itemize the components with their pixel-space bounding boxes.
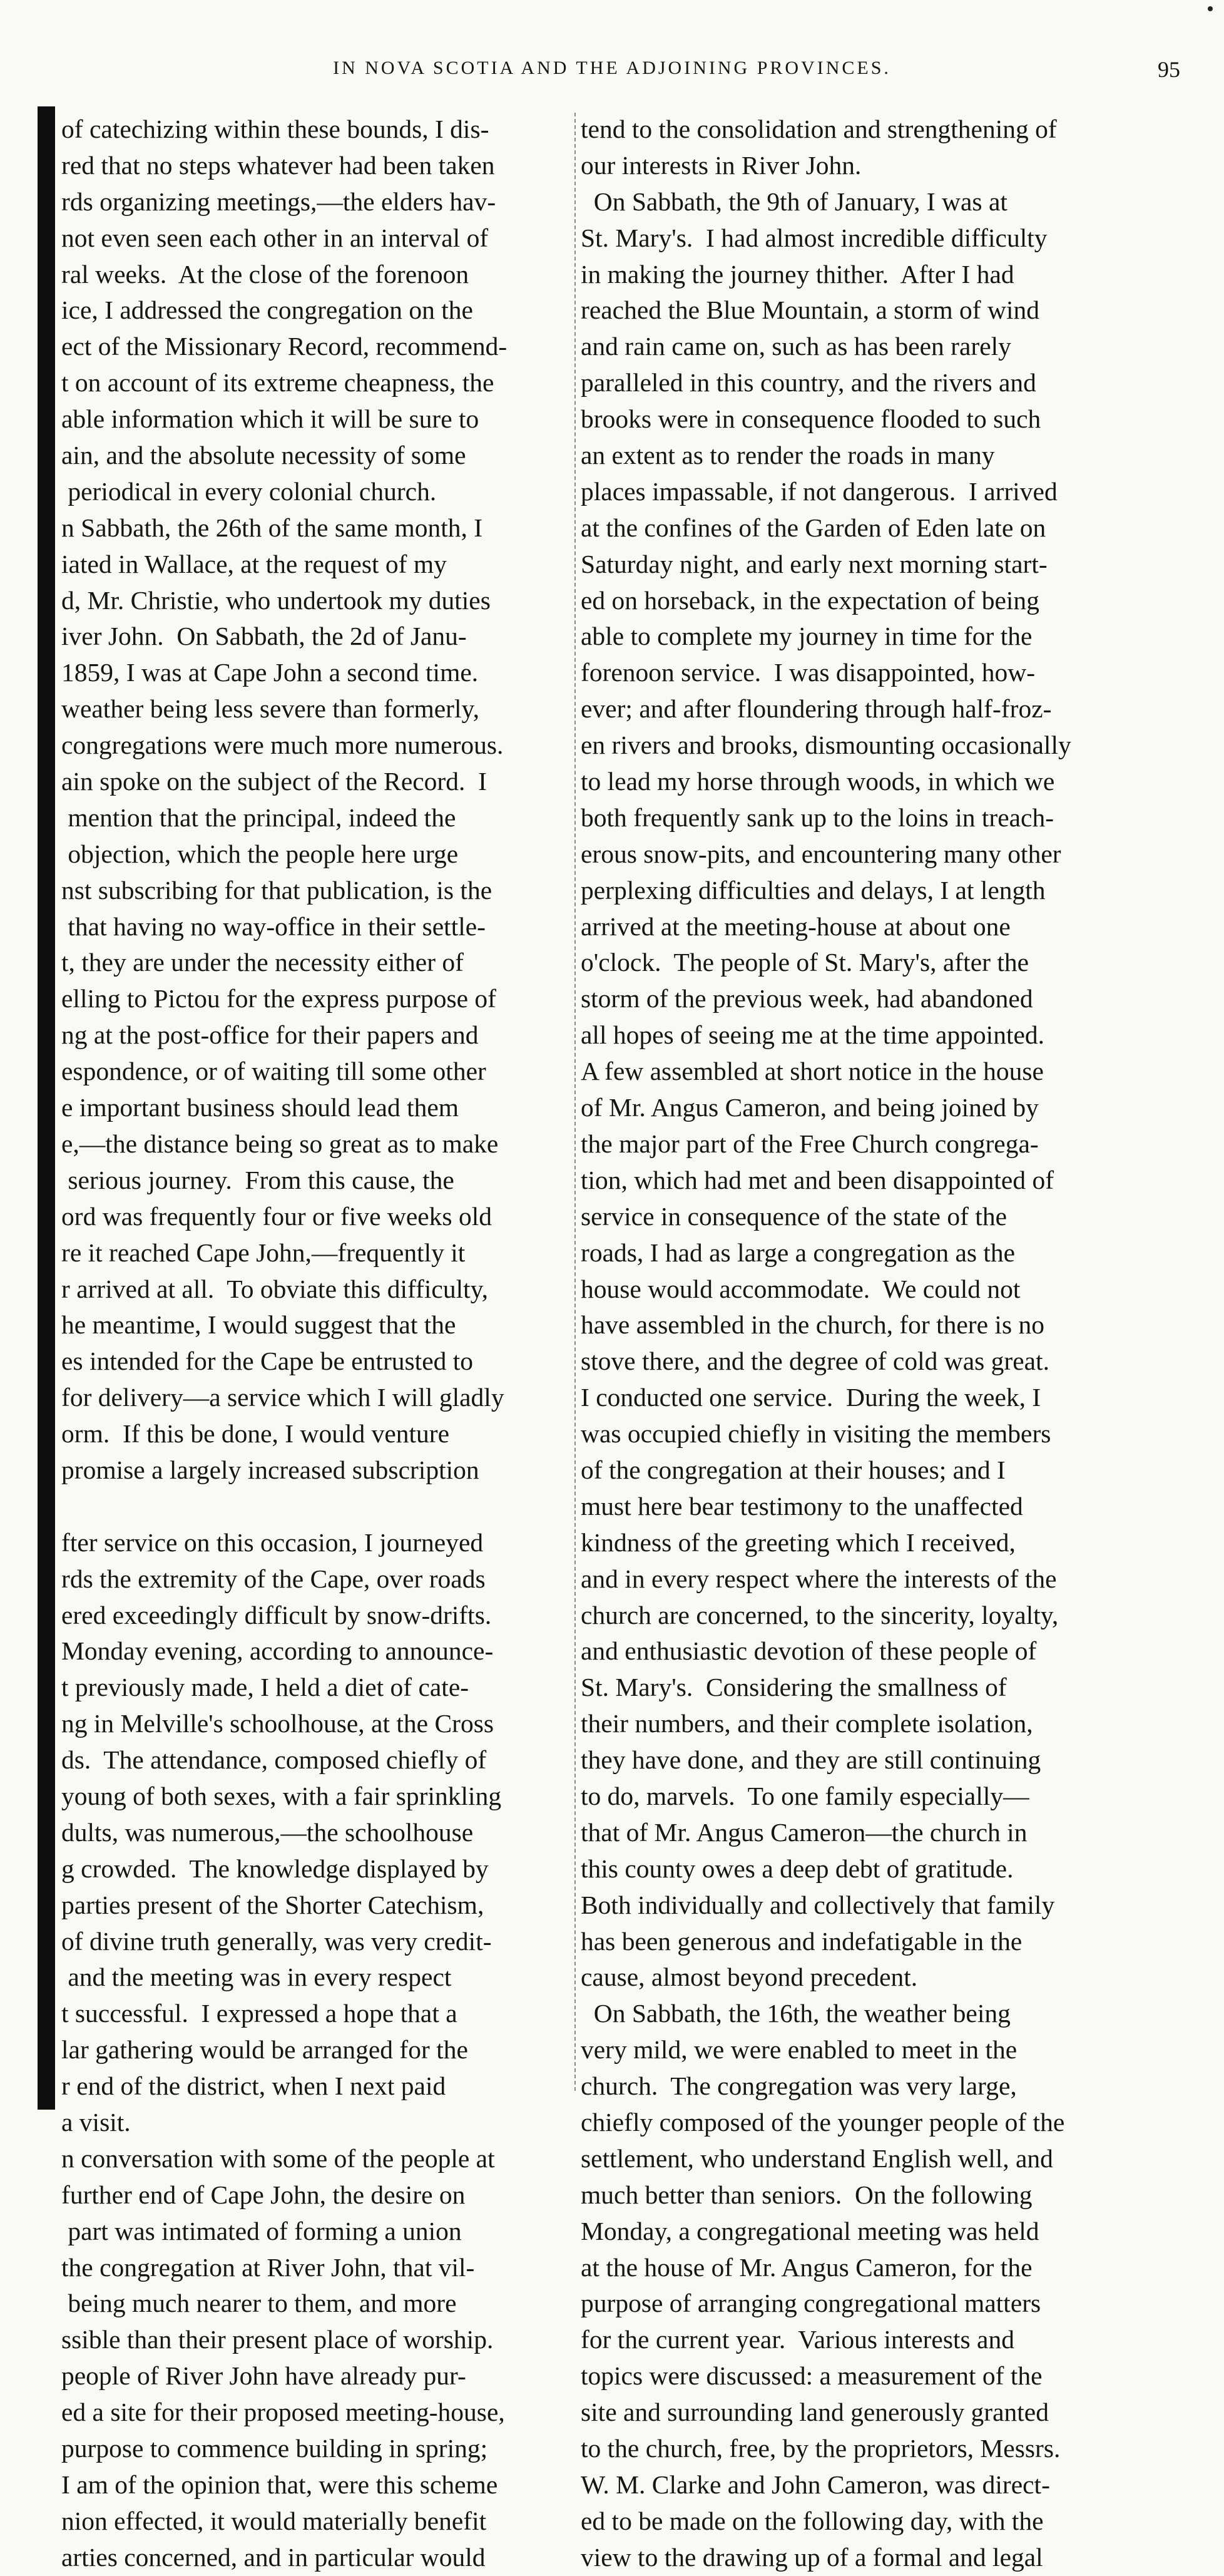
text-line: weather being less severe than formerly, [61,694,479,724]
text-line: cause, almost beyond precedent. [581,1963,918,1992]
text-line: ice, I addressed the congregation on the [61,295,473,325]
text-line: r arrived at all. To obviate this difficulty, [61,1274,489,1303]
text-line: young of both sexes, with a fair sprinkling [61,1781,502,1810]
text-line: n Sabbath, the 26th of the same month, I [61,513,483,542]
text-line: On Sabbath, the 9th of January, I was at [581,187,1007,216]
text-line: kindness of the greeting which I received, [581,1527,1016,1557]
text-line: of catechizing within these bounds, I dis- [61,115,489,143]
text-line: perplexing difficulties and delays, I at length [581,875,1046,905]
text-line: stove there, and the degree of cold was great. [581,1347,1049,1376]
ink-speck [1208,6,1213,11]
text-line: dults, was numerous,—the schoolhouse [61,1817,474,1847]
text-line: reached the Blue Mountain, a storm of wind [581,295,1039,325]
text-line: have assembled in the church, for there is no [581,1310,1044,1340]
text-line: ng in Melville's schoolhouse, at the Cross [61,1709,494,1738]
text-line: of Mr. Angus Cameron, and being joined by [581,1093,1039,1122]
text-line: and enthusiastic devotion of these people of [581,1636,1037,1666]
text-line: of the congregation at their houses; and I [581,1455,1006,1484]
text-line: at the confines of the Garden of Eden late on [581,513,1046,542]
text-line: t previously made, I held a diet of cate- [61,1673,469,1702]
text-line [61,1489,571,1525]
text-line: a visit. [61,2107,131,2137]
text-line: to the church, free, by the proprietors, Messrs. [581,2434,1061,2463]
running-head: IN NOVA SCOTIA AND THE ADJOINING PROVINCES. [333,58,891,78]
text-line: to lead my horse through woods, in which we [581,767,1055,796]
text-line: e,—the distance being so great as to make [61,1129,499,1158]
text-line: church are concerned, to the sincerity, loyalty, [581,1600,1059,1629]
text-line: en rivers and brooks, dismounting occasionally [581,731,1071,760]
text-line: storm of the previous week, had abandoned [581,984,1033,1013]
binding-gutter-shadow [38,106,55,2110]
text-line: not even seen each other in an interval of [61,223,489,252]
text-line: church. The congregation was very large, [581,2071,1017,2101]
text-line: ain, and the absolute necessity of some [61,441,466,470]
text-line: ds. The attendance, composed chiefly of [61,1745,487,1775]
text-line: settlement, who understand English well, and [581,2143,1053,2173]
text-line: elling to Pictou for the express purpose of [61,984,496,1013]
text-line: e important business should lead them [61,1093,459,1122]
text-line: places impassable, if not dangerous. I arrived [581,476,1058,506]
text-line: ssible than their present place of worship. [61,2325,494,2354]
text-line: house would accommodate. We could not [581,1274,1021,1303]
text-line: rds the extremity of the Cape, over roads [61,1564,486,1593]
text-line: that of Mr. Angus Cameron—the church in [581,1817,1028,1847]
text-line: must here bear testimony to the unaffected [581,1491,1023,1521]
text-line: purpose to commence building in spring; [61,2434,488,2463]
text-line: Monday, a congregational meeting was held [581,2216,1039,2245]
text-line: parties present of the Shorter Catechism, [61,1890,484,1919]
text-line: ect of the Missionary Record, recommend- [61,332,507,361]
text-line: was occupied chiefly in visiting the members [581,1419,1051,1449]
text-line: iated in Wallace, at the request of my [61,549,447,578]
text-line: ral weeks. At the close of the forenoon [61,259,469,289]
text-line: purpose of arranging congregational matters [581,2289,1041,2318]
text-line: t successful. I expressed a hope that a [61,1999,457,2028]
text-line: site and surrounding land generously granted [581,2398,1049,2427]
text-line: espondence, or of waiting till some other [61,1057,486,1086]
text-line: I conducted one service. During the week, I [581,1383,1041,1412]
text-line: t on account of its extreme cheapness, the [61,368,494,398]
text-line: ord was frequently four or five weeks old [61,1201,492,1231]
text-line: tend to the consolidation and strengthening of [581,115,1057,143]
text-line: ed a site for their proposed meeting-house, [61,2398,505,2427]
text-line: chiefly composed of the younger people of the [581,2107,1065,2137]
text-line: paralleled in this country, and the rivers and [581,368,1036,398]
text-line: tion, which had met and been disappointed of [581,1165,1054,1194]
text-line: arties concerned, and in particular would [61,2542,486,2572]
page-number: 95 [1158,57,1180,82]
text-line: service in consequence of the state of the [581,1201,1007,1231]
text-line: in making the journey thither. After I had [581,259,1014,289]
text-line: Monday evening, according to announce- [61,1636,494,1666]
text-line: mention that the principal, indeed the [61,803,456,832]
text-line: Saturday night, and early next morning start- [581,549,1048,578]
text-line: I am of the opinion that, were this scheme [61,2470,498,2499]
text-line: ed on horseback, in the expectation of being [581,585,1039,615]
text-line: brooks were in consequence flooded to such [581,404,1041,434]
text-line: fter service on this occasion, I journeyed [61,1527,484,1557]
text-line: g crowded. The knowledge displayed by [61,1854,489,1883]
text-line: their numbers, and their complete isolation, [581,1709,1033,1738]
text-line: congregations were much more numerous. [61,731,504,760]
text-line: serious journey. From this cause, the [61,1165,454,1194]
text-line: and the meeting was in every respect [61,1963,452,1992]
text-line: ng at the post-office for their papers and [61,1020,479,1050]
text-line: view to the drawing up of a formal and legal [581,2542,1043,2572]
text-line: ed to be made on the following day, with the [581,2506,1044,2535]
text-line: nion effected, it would materially benefit [61,2506,487,2535]
text-line: A few assembled at short notice in the house [581,1057,1044,1086]
text-line: to do, marvels. To one family especially— [581,1781,1029,1810]
text-line: n conversation with some of the people at [61,2143,495,2173]
column-divider [574,113,576,2091]
text-line: an extent as to render the roads in many [581,441,995,470]
text-line: our interests in River John. [581,150,862,180]
text-line: that having no way-office in their settle- [61,911,486,941]
text-line: and in every respect where the interests of the [581,1564,1057,1593]
text-line: he meantime, I would suggest that the [61,1310,456,1340]
text-line: r end of the district, when I next paid [61,2071,446,2101]
text-line: St. Mary's. I had almost incredible difficulty [581,223,1048,252]
text-line: this county owes a deep debt of gratitude. [581,1854,1014,1883]
text-line: and rain came on, such as has been rarely [581,332,1011,361]
text-line: orm. If this be done, I would venture [61,1419,450,1449]
text-line: 1859, I was at Cape John a second time. [61,658,479,687]
text-line: t, they are under the necessity either of [61,948,464,977]
text-line: for delivery—a service which I will gladly [61,1383,504,1412]
text-line: arrived at the meeting-house at about one [581,911,1011,941]
left-text-column [61,111,571,2576]
text-line: being much nearer to them, and more [61,2289,457,2318]
text-line: o'clock. The people of St. Mary's, after the [581,948,1029,977]
text-line: further end of Cape John, the desire on [61,2180,466,2209]
text-line: objection, which the people here urge [61,839,459,868]
text-line: part was intimated of forming a union [61,2216,462,2245]
text-line: roads, I had as large a congregation as the [581,1238,1016,1267]
text-line: the major part of the Free Church congrega- [581,1129,1039,1158]
text-line: able information which it will be sure to [61,404,479,434]
text-line: all hopes of seeing me at the time appointed. [581,1020,1045,1050]
text-line: St. Mary's. Considering the smallness of [581,1673,1007,1702]
text-line: the congregation at River John, that vil- [61,2252,475,2282]
text-line: red that no steps whatever had been taken [61,150,495,180]
text-line: rds organizing meetings,—the elders hav- [61,187,496,216]
text-line: ered exceedingly difficult by snow-drifts. [61,1600,492,1629]
text-line: lar gathering would be arranged for the [61,2035,468,2065]
text-line: On Sabbath, the 16th, the weather being [581,1999,1011,2028]
text-line: es intended for the Cape be entrusted to [61,1347,474,1376]
text-line: both frequently sank up to the loins in treach- [581,803,1054,832]
text-line: has been generous and indefatigable in the [581,1926,1023,1956]
right-text-column [581,111,1156,2576]
text-line: erous snow-pits, and encountering many other [581,839,1061,868]
text-line: for the current year. Various interests and [581,2325,1014,2354]
text-line: ever; and after floundering through half-froz- [581,694,1052,724]
text-line: people of River John have already pur- [61,2361,466,2391]
text-line: at the house of Mr. Angus Cameron, for the [581,2252,1033,2282]
text-line: much better than seniors. On the following [581,2180,1033,2209]
text-line: ain spoke on the subject of the Record. I [61,767,487,796]
text-line: d, Mr. Christie, who undertook my duties [61,585,491,615]
text-line: Both individually and collectively that family [581,1890,1055,1919]
text-line: nst subscribing for that publication, is the [61,875,492,905]
text-line: of divine truth generally, was very credit- [61,1926,492,1956]
text-line: re it reached Cape John,—frequently it [61,1238,466,1267]
text-line: forenoon service. I was disappointed, how- [581,658,1036,687]
text-line: topics were discussed: a measurement of the [581,2361,1043,2391]
text-line: they have done, and they are still continuing [581,1745,1041,1775]
text-line: promise a largely increased subscription [61,1455,479,1484]
text-line: periodical in every colonial church. [61,476,437,506]
text-line: iver John. On Sabbath, the 2d of Janu- [61,622,467,651]
text-line: able to complete my journey in time for the [581,622,1033,651]
text-line: very mild, we were enabled to meet in the [581,2035,1017,2065]
text-line: W. M. Clarke and John Cameron, was direct- [581,2470,1050,2499]
